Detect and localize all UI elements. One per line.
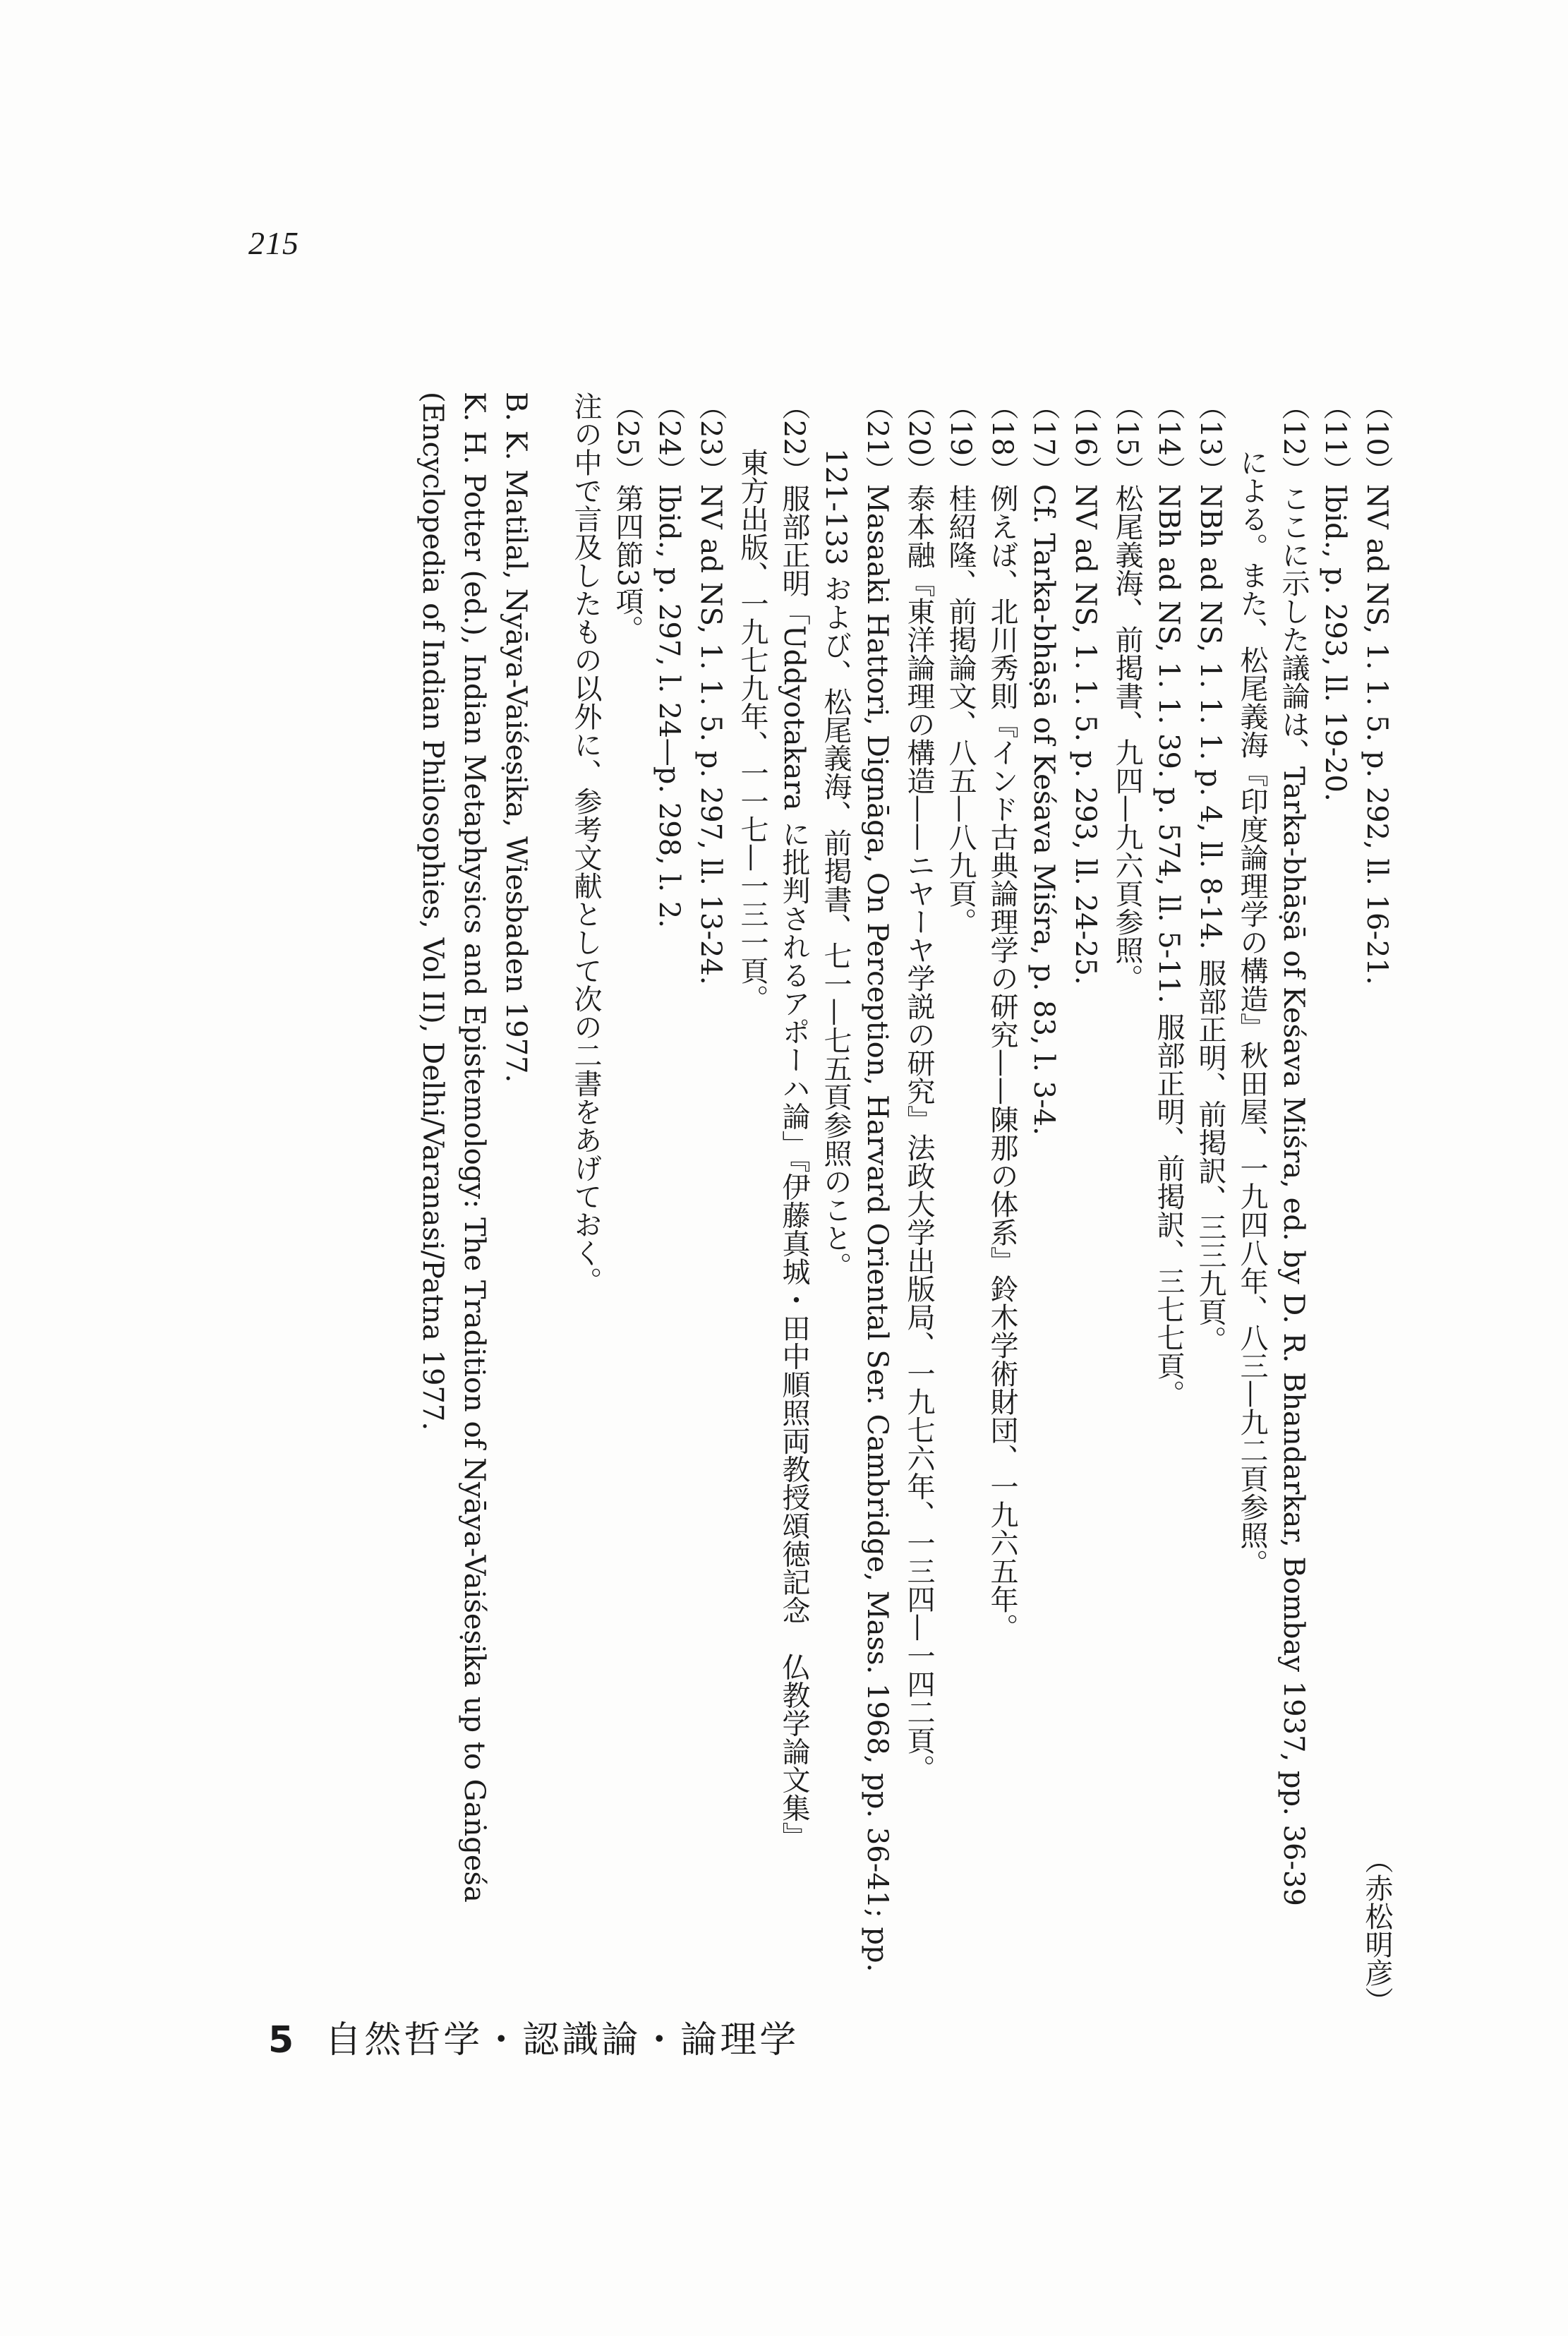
note-21: （21）Masaaki Hattori, Dignāga, On Perception, Harvard Oriental Ser. Cambridge, Mass. 1968, pp. 36-41; pp.	[861, 392, 893, 1973]
section-title: 自然哲学・認識論・論理学	[325, 2019, 800, 2061]
note-12: （12）ここに示した議論は、Tarka-bhāṣā of Keśava Miśra, ed. by D. R. Bhandarkar, Bombay 1937, pp. 36-39	[1277, 392, 1310, 1906]
note-23: （23）NV ad NS, 1. 1. 5. p. 297, ll. 13-24.	[694, 392, 727, 985]
note-22: （22）服部正明「Uddyotakara に批判されるアポーハ論」『伊藤真城・田中順照両教授頌徳記念 仏教学論文集』	[778, 392, 810, 1850]
section-number: 5	[268, 2019, 294, 2061]
note-10: （10）NV ad NS, 1. 1. 5. p. 292, ll. 16-21.	[1361, 392, 1393, 985]
note-16: （16）NV ad NS, 1. 1. 5. p. 293, ll. 24-25.	[1069, 392, 1102, 985]
note-25: （25）第四節3項。	[611, 392, 644, 644]
note-11: （11）Ibid., p. 293, ll. 19-20.	[1319, 392, 1351, 802]
reference-potter: K. H. Potter (ed.), Indian Metaphysics and Epistemology: The Tradition of Nyāya-Vaiśeṣika up to Gaṅgeśa	[458, 392, 490, 1903]
note-18: （18）例えば、北川秀則『インド古典論理学の研究——陳那の体系』鈴木学術財団、一九六五年。	[986, 392, 1018, 1642]
note-21-continued: 121-133 および、松尾義海、前掲書、七一—七五頁参照のこと。	[819, 448, 852, 1280]
section-footer	[268, 2010, 799, 2063]
page-number: 215	[248, 225, 299, 261]
note-17: （17）Cf. Tarka-bhāṣā of Keśava Miśra, p. 83, l. 3-4.	[1027, 392, 1060, 1136]
note-12-continued: による。また、松尾義海『印度論理学の構造』秋田屋、一九四八年、八三—九二頁参照。	[1236, 448, 1268, 1577]
note-19: （19）桂紹隆、前掲論文、八五—八九頁。	[944, 392, 977, 936]
note-22-continued: 東方出版、一九七九年、一一七—一三一頁。	[736, 448, 768, 1013]
note-20: （20）泰本融『東洋論理の構造——ニヤーヤ学説の研究』法政大学出版局、一九七六年、一三四—一四二頁。	[903, 392, 935, 1783]
references-intro: 注の中で言及したもの以外に、参考文献として次の二書をあげておく。	[569, 392, 602, 1295]
note-13: （13）NBh ad NS, 1. 1. 1. p. 4, ll. 8-14. 服部正明、前掲訳、三三九頁。	[1194, 392, 1226, 1354]
endnotes	[240, 392, 1397, 2015]
author-signature: （赤松明彦）	[1361, 1846, 1393, 2015]
note-24: （24）Ibid., p. 297, l. 24—p. 298, l. 2.	[653, 392, 685, 928]
reference-potter-continued: (Encyclopedia of Indian Philosophies, Vol II), Delhi/Varanasi/Patna 1977.	[416, 392, 449, 1431]
reference-matilal: B. K. Matilal, Nyāya-Vaiśeṣika, Wiesbaden 1977.	[500, 392, 532, 1083]
note-15: （15）松尾義海、前掲書、九四—九六頁参照。	[1111, 392, 1143, 992]
note-14: （14）NBh ad NS, 1. 1. 39. p. 574, ll. 5-11. 服部正明、前掲訳、三七七頁。	[1152, 392, 1185, 1408]
